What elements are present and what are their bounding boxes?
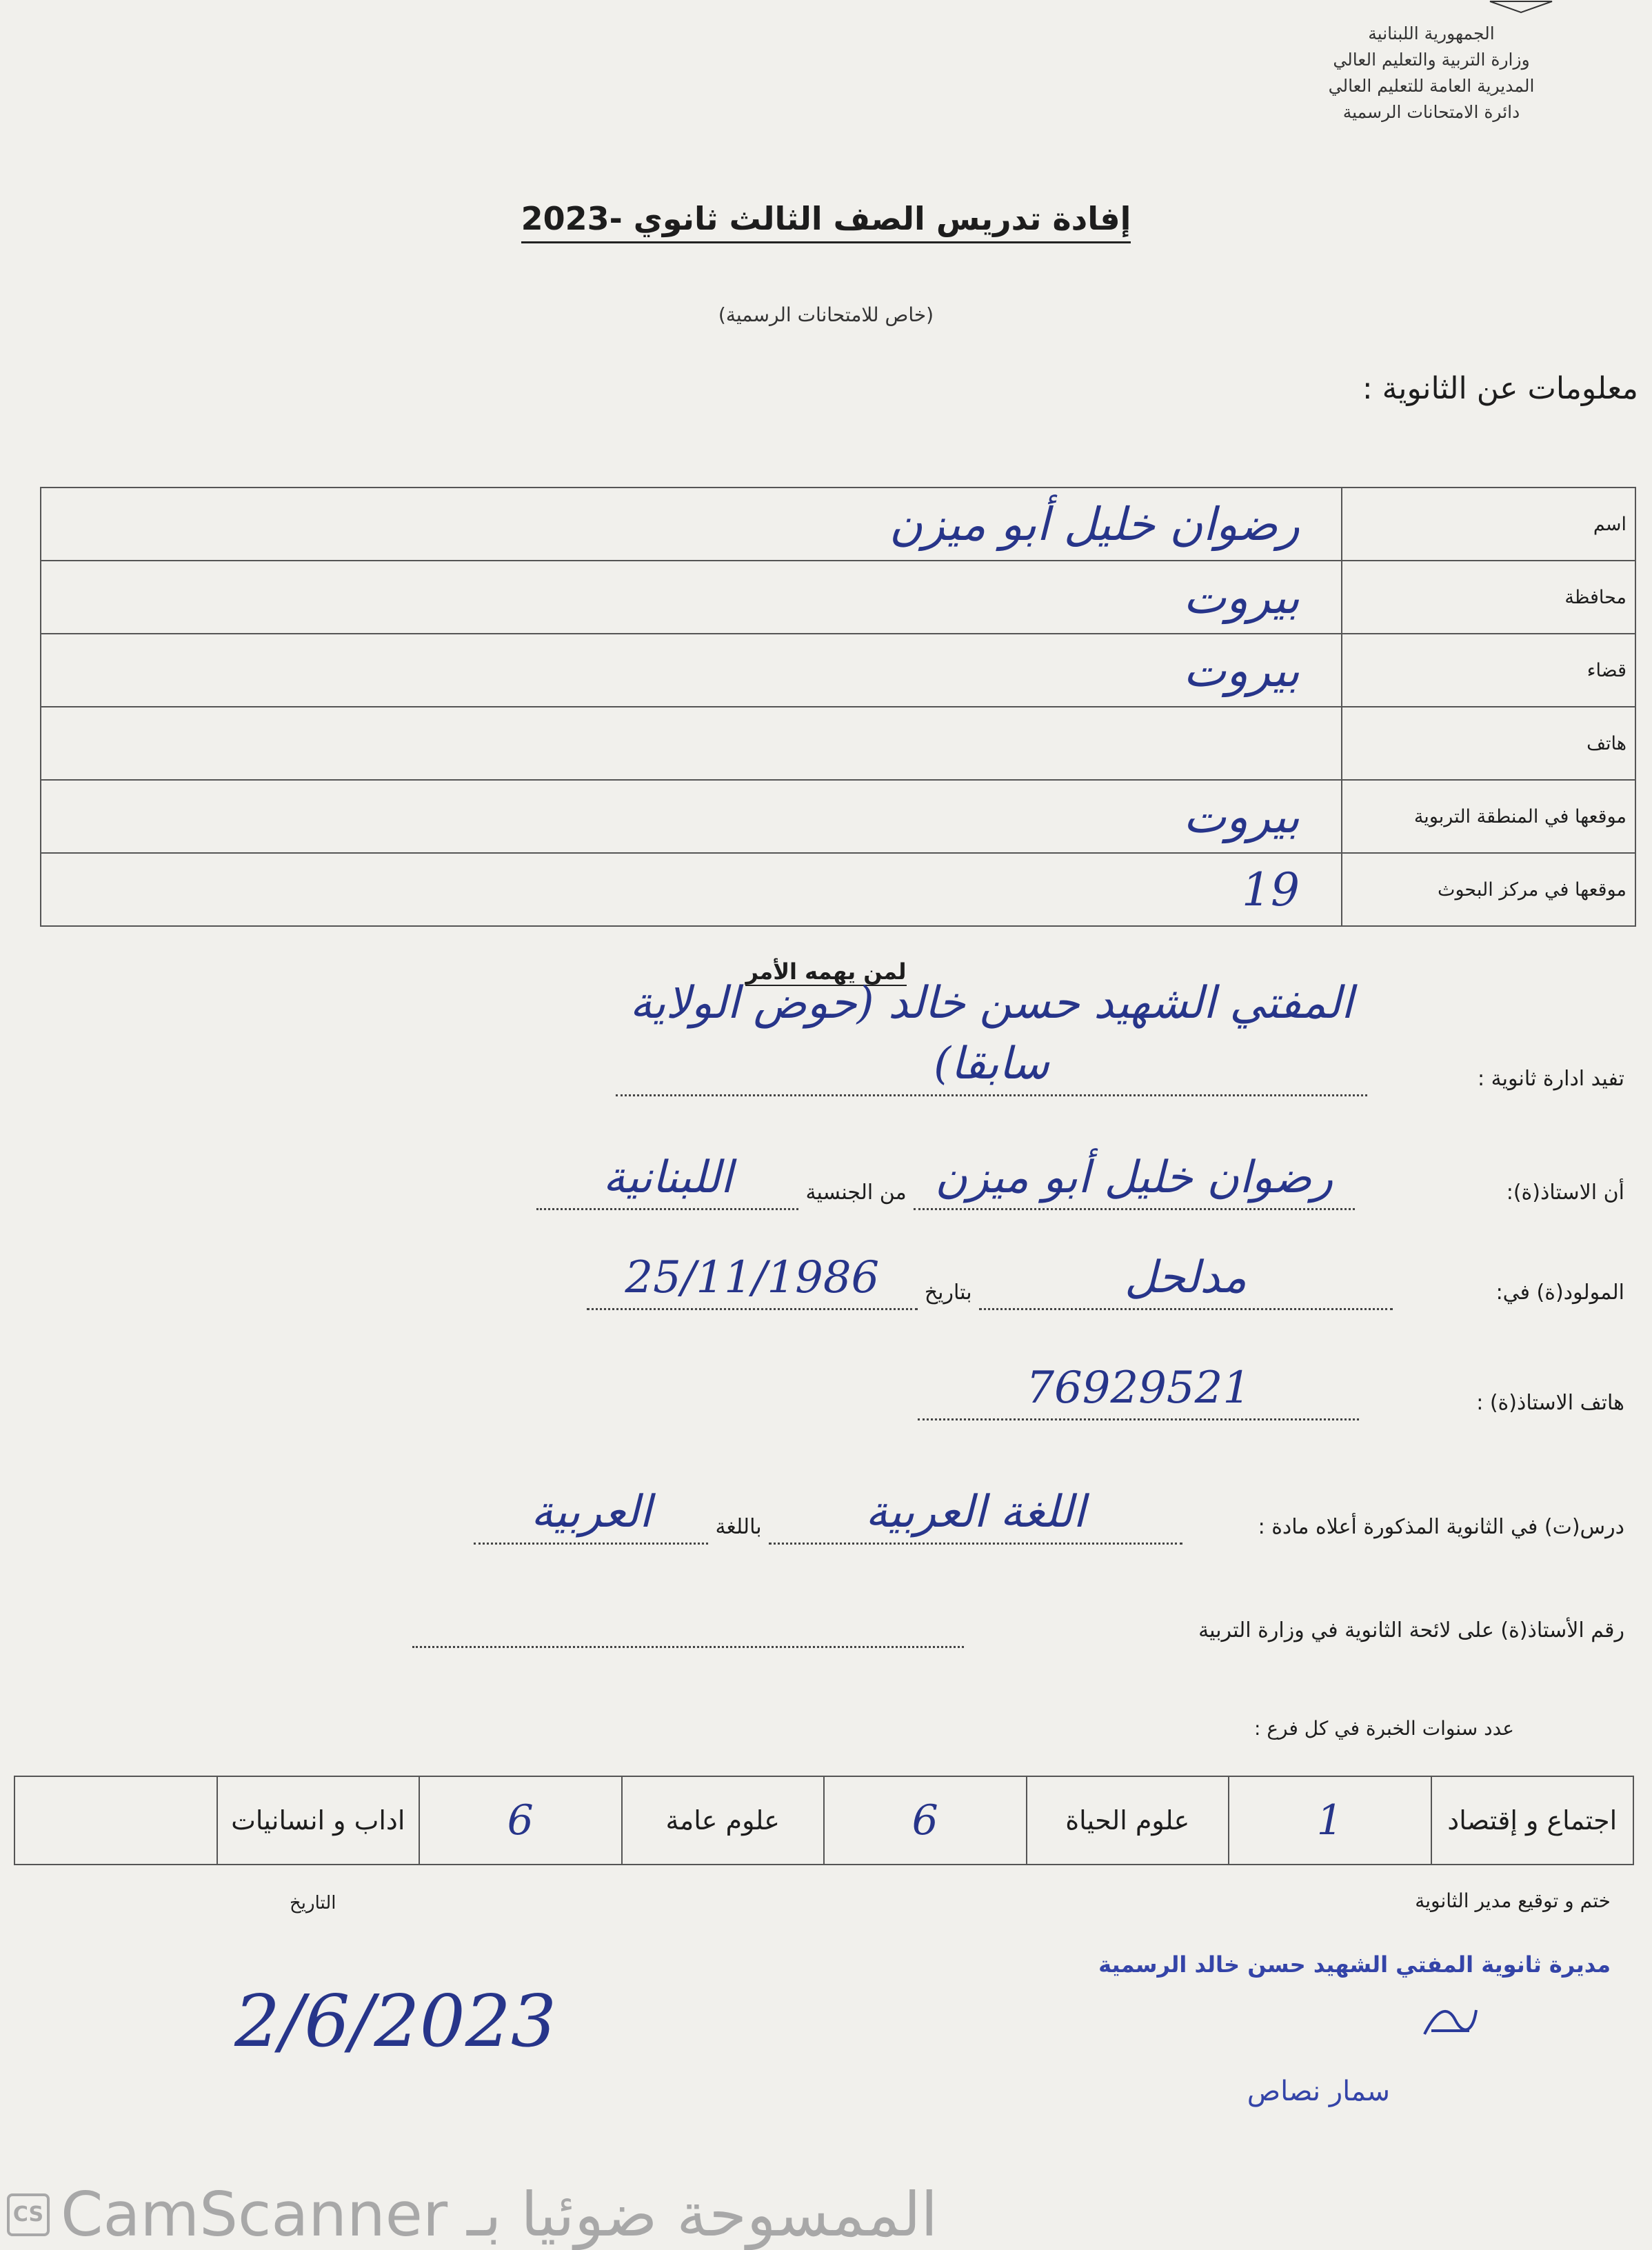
header-line: وزارة التربية والتعليم العالي — [1333, 50, 1530, 70]
born-row — [39, 1241, 1624, 1310]
registry-label: رقم الأستاذ(ة) على لائحة الثانوية في وزارة التربية — [1198, 1618, 1624, 1643]
field-label: قضاء — [1342, 634, 1635, 707]
field-label: هاتف — [1342, 707, 1635, 780]
branch-label: علوم عامة — [622, 1776, 825, 1865]
header-line: المديرية العامة للتعليم العالي — [1328, 76, 1535, 96]
document-subtitle: (خاص للامتحانات الرسمية) — [718, 303, 934, 326]
signer-name: سمار نصاص — [1247, 2076, 1390, 2107]
section-title: معلومات عن الثانوية : — [1362, 371, 1638, 406]
date-label: بتاريخ — [924, 1280, 972, 1305]
admin-value: المفتي الشهيد حسن خالد (حوض الولاية سابقا) — [616, 973, 1367, 1096]
admin-row — [39, 978, 1624, 1096]
date-footer-value: 2/6/2023 — [234, 1979, 557, 2063]
header-line: دائرة الامتحانات الرسمية — [1342, 102, 1520, 122]
experience-title: عدد سنوات الخبرة في كل فرع : — [1254, 1717, 1514, 1740]
years-value: 6 — [824, 1776, 1027, 1865]
signature-mark-icon — [1418, 2000, 1480, 2041]
to-whom-heading: لمن يهمه الأمر — [745, 958, 907, 985]
school-stamp: مديرة ثانوية المفتي الشهيد حسن خالد الرسمية — [1098, 1951, 1611, 1978]
years-value: 1 — [1229, 1776, 1431, 1865]
field-label: موقعها في المنطقة التربوية — [1342, 780, 1635, 853]
teacher-row — [39, 1141, 1624, 1210]
field-value: بيروت — [41, 561, 1342, 634]
branch-label: اجتماع و إقتصاد — [1431, 1776, 1634, 1865]
school-info-table — [40, 487, 1636, 927]
nationality-value: اللبنانية — [536, 1147, 798, 1210]
subject-label: درس(ت) في الثانوية المذكورة أعلاه مادة : — [1258, 1515, 1624, 1539]
registry-row — [39, 1579, 1624, 1648]
field-label: اسم — [1342, 488, 1635, 561]
table-row — [41, 707, 1635, 780]
emblem-icon — [1487, 0, 1555, 14]
camscanner-text: الممسوحة ضوئيا بـ CamScanner — [61, 2179, 938, 2250]
official-header — [1252, 21, 1611, 125]
field-label: محافظة — [1342, 561, 1635, 634]
language-value: العربية — [474, 1482, 708, 1545]
header-line: الجمهورية اللبنانية — [1368, 23, 1495, 43]
admin-label: تفيد ادارة ثانوية : — [1477, 1067, 1624, 1091]
field-value: بيروت — [41, 780, 1342, 853]
phone-value: 76929521 — [918, 1358, 1359, 1420]
table-row — [41, 488, 1635, 561]
subject-value: اللغة العربية — [769, 1482, 1182, 1545]
years-value — [14, 1776, 217, 1865]
document-title: إفادة تدريس الصف الثالث ثانوي -2023 — [0, 200, 1652, 237]
teacher-label: أن الاستاذ(ة): — [1506, 1181, 1624, 1205]
table-row — [41, 561, 1635, 634]
phone-label: هاتف الاستاذ(ة) : — [1476, 1391, 1624, 1415]
years-value: 6 — [419, 1776, 622, 1865]
experience-table — [14, 1776, 1634, 1865]
born-value: مدلحل — [979, 1247, 1393, 1310]
table-row — [41, 853, 1635, 926]
date-value: 25/11/1986 — [587, 1247, 918, 1310]
branch-label: علوم الحياة — [1027, 1776, 1229, 1865]
table-row — [14, 1776, 1633, 1865]
language-label: باللغة — [715, 1515, 762, 1539]
subject-row — [39, 1476, 1624, 1545]
teacher-value: رضوان خليل أبو ميزن — [914, 1147, 1355, 1210]
phone-row — [39, 1352, 1624, 1420]
camscanner-footer — [7, 2179, 938, 2250]
table-row — [41, 634, 1635, 707]
camscanner-logo-icon: CS — [7, 2193, 50, 2236]
date-footer-label: التاريخ — [290, 1893, 336, 1913]
field-label: موقعها في مركز البحوث — [1342, 853, 1635, 926]
signature-label: ختم و توقيع مدير الثانوية — [1415, 1889, 1611, 1912]
registry-value — [412, 1646, 964, 1648]
field-value: رضوان خليل أبو ميزن — [41, 488, 1342, 561]
field-value — [41, 707, 1342, 780]
born-label: المولود(ة) في: — [1495, 1280, 1624, 1305]
nationality-label: من الجنسية — [805, 1181, 907, 1205]
table-row — [41, 780, 1635, 853]
field-value: بيروت — [41, 634, 1342, 707]
branch-label: اداب و انسانيات — [217, 1776, 420, 1865]
field-value: 19 — [41, 853, 1342, 926]
